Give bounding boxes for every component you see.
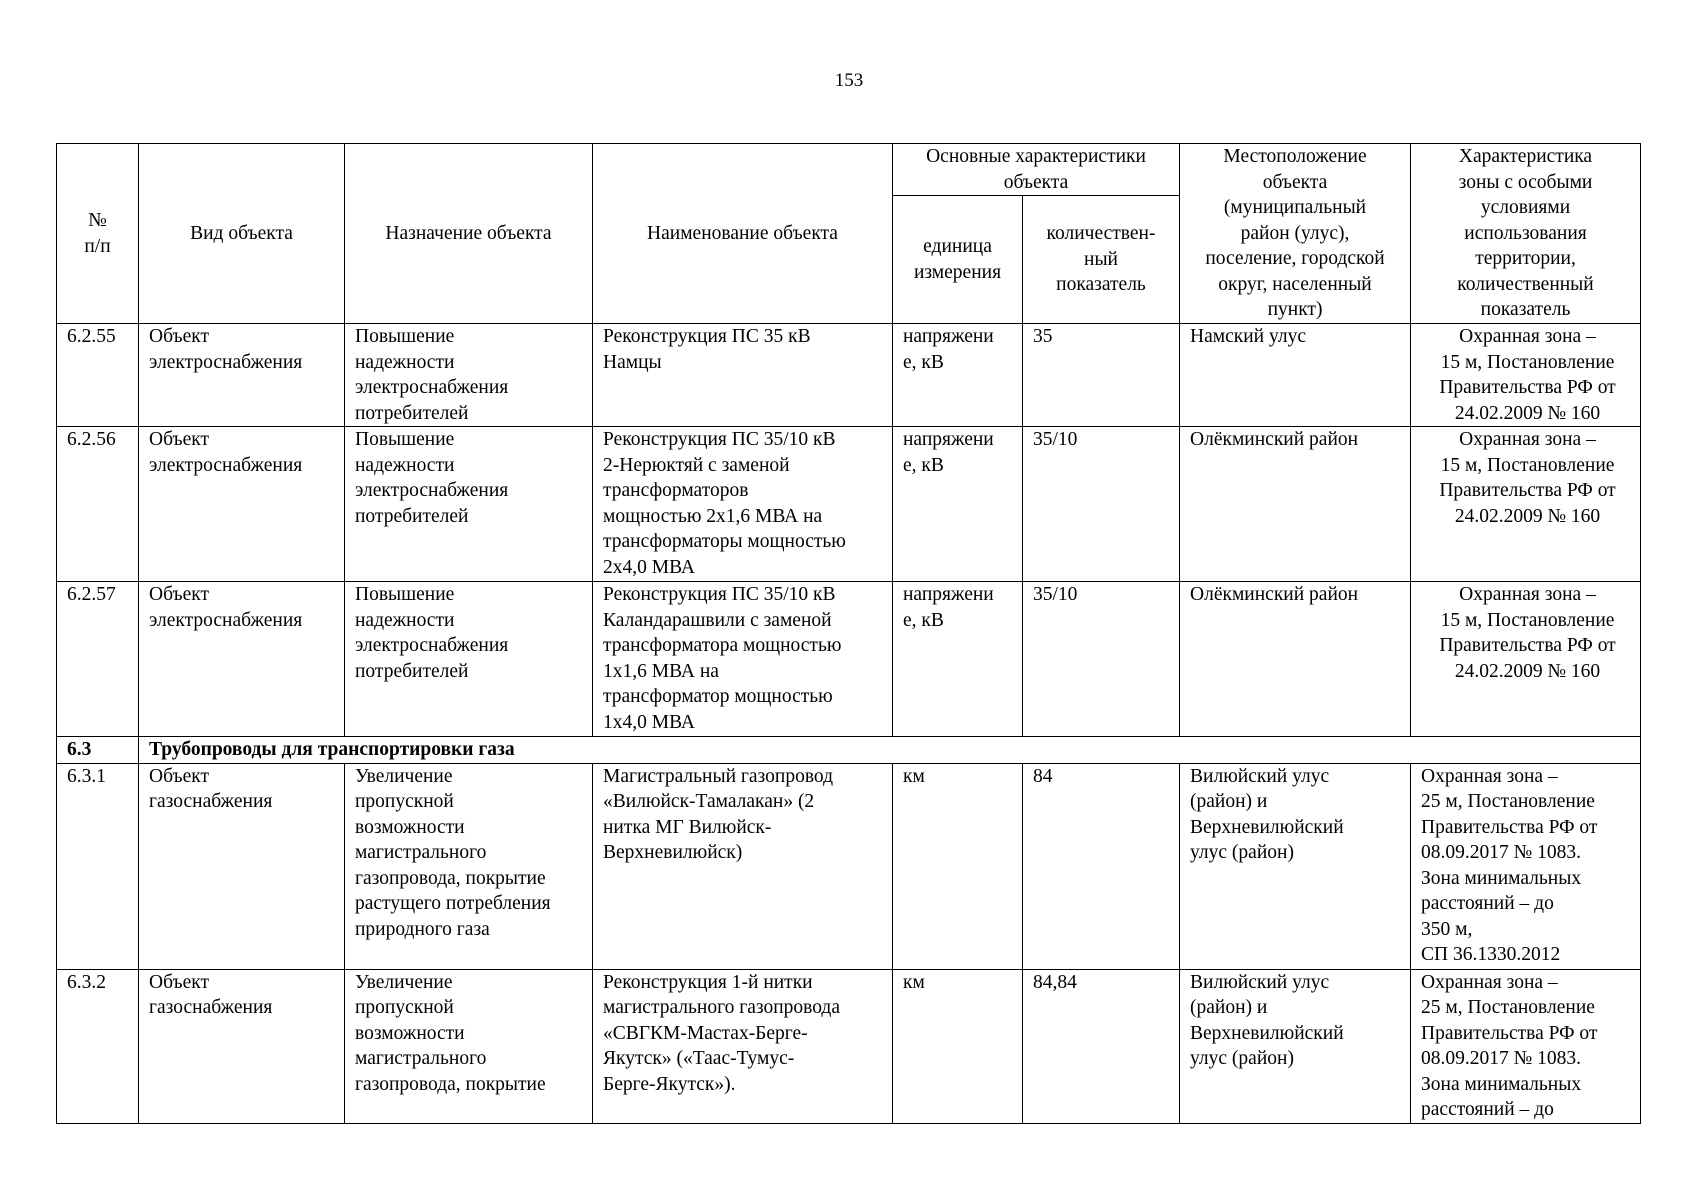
- table-row: [57, 582, 1641, 737]
- table-row: [57, 969, 1641, 1123]
- row-qty: 35/10: [1023, 582, 1180, 737]
- row-qty: 84: [1023, 763, 1180, 969]
- header-qty: количествен- ный показатель: [1023, 196, 1180, 324]
- row-kind: Объект электроснабжения: [139, 427, 345, 582]
- row-purpose: Увеличение пропускной возможности магистрального газопровода, покрытие растущего потребления природного газа: [345, 763, 593, 969]
- row-unit: км: [893, 969, 1023, 1123]
- header-location: Местоположение объекта (муниципальный район (улус), поселение, городской округ, населенный пункт): [1180, 144, 1411, 324]
- row-unit: напряжени е, кВ: [893, 427, 1023, 582]
- header-unit: единица измерения: [893, 196, 1023, 324]
- row-location: Намский улус: [1180, 324, 1411, 427]
- row-purpose: Повышение надежности электроснабжения потребителей: [345, 427, 593, 582]
- row-num: 6.2.55: [57, 324, 139, 427]
- row-qty: 35: [1023, 324, 1180, 427]
- row-unit: км: [893, 763, 1023, 969]
- header-purpose: Назначение объекта: [345, 144, 593, 324]
- row-num: 6.3.1: [57, 763, 139, 969]
- objects-table: [56, 143, 1641, 1124]
- row-name: Реконструкция 1-й нитки магистрального газопровода «СВГКМ-Мастах-Берге- Якутск» («Таас-Тумус- Берге-Якутск»).: [593, 969, 893, 1123]
- table-row: [57, 427, 1641, 582]
- row-location: Вилюйский улус (район) и Верхневилюйский улус (район): [1180, 763, 1411, 969]
- row-purpose: Повышение надежности электроснабжения потребителей: [345, 324, 593, 427]
- page-number: 153: [834, 70, 864, 91]
- row-kind: Объект газоснабжения: [139, 763, 345, 969]
- row-unit: напряжени е, кВ: [893, 582, 1023, 737]
- header-kind: Вид объекта: [139, 144, 345, 324]
- section-row: [57, 737, 1641, 764]
- table-row: [57, 763, 1641, 969]
- row-unit: напряжени е, кВ: [893, 324, 1023, 427]
- row-location: Олёкминский район: [1180, 427, 1411, 582]
- header-name: Наименование объекта: [593, 144, 893, 324]
- table-header-row: [57, 144, 1641, 196]
- row-num: 6.2.56: [57, 427, 139, 582]
- row-name: Магистральный газопровод «Вилюйск-Тамалакан» (2 нитка МГ Вилюйск- Верхневилюйск): [593, 763, 893, 969]
- row-purpose: Повышение надежности электроснабжения потребителей: [345, 582, 593, 737]
- row-name: Реконструкция ПС 35/10 кВ Каландарашвили с заменой трансформатора мощностью 1х1,6 МВА на трансформатор мощностью 1х4,0 МВА: [593, 582, 893, 737]
- table-row: [57, 324, 1641, 427]
- row-name: Реконструкция ПС 35 кВ Намцы: [593, 324, 893, 427]
- row-kind: Объект электроснабжения: [139, 582, 345, 737]
- section-num: 6.3: [57, 737, 139, 764]
- row-zone: Охранная зона – 25 м, Постановление Правительства РФ от 08.09.2017 № 1083. Зона минимальных расстояний – до 350 м, СП 36.1330.2012: [1411, 763, 1641, 969]
- row-zone: Охранная зона – 15 м, Постановление Правительства РФ от 24.02.2009 № 160: [1411, 324, 1641, 427]
- row-purpose: Увеличение пропускной возможности магистрального газопровода, покрытие: [345, 969, 593, 1123]
- row-qty: 84,84: [1023, 969, 1180, 1123]
- row-location: Вилюйский улус (район) и Верхневилюйский улус (район): [1180, 969, 1411, 1123]
- row-name: Реконструкция ПС 35/10 кВ 2-Нерюктяй с заменой трансформаторов мощностью 2х1,6 МВА на трансформаторы мощностью 2х4,0 МВА: [593, 427, 893, 582]
- row-num: 6.3.2: [57, 969, 139, 1123]
- row-qty: 35/10: [1023, 427, 1180, 582]
- row-location: Олёкминский район: [1180, 582, 1411, 737]
- row-kind: Объект электроснабжения: [139, 324, 345, 427]
- row-zone: Охранная зона – 15 м, Постановление Правительства РФ от 24.02.2009 № 160: [1411, 582, 1641, 737]
- row-kind: Объект газоснабжения: [139, 969, 345, 1123]
- section-title: Трубопроводы для транспортировки газа: [139, 737, 1641, 764]
- row-zone: Охранная зона – 15 м, Постановление Правительства РФ от 24.02.2009 № 160: [1411, 427, 1641, 582]
- header-main-characteristics: Основные характеристики объекта: [893, 144, 1180, 196]
- row-num: 6.2.57: [57, 582, 139, 737]
- row-zone: Охранная зона – 25 м, Постановление Правительства РФ от 08.09.2017 № 1083. Зона минимальных расстояний – до: [1411, 969, 1641, 1123]
- header-num: № п/п: [57, 144, 139, 324]
- header-zone: Характеристика зоны с особыми условиями использования территории, количественный показатель: [1411, 144, 1641, 324]
